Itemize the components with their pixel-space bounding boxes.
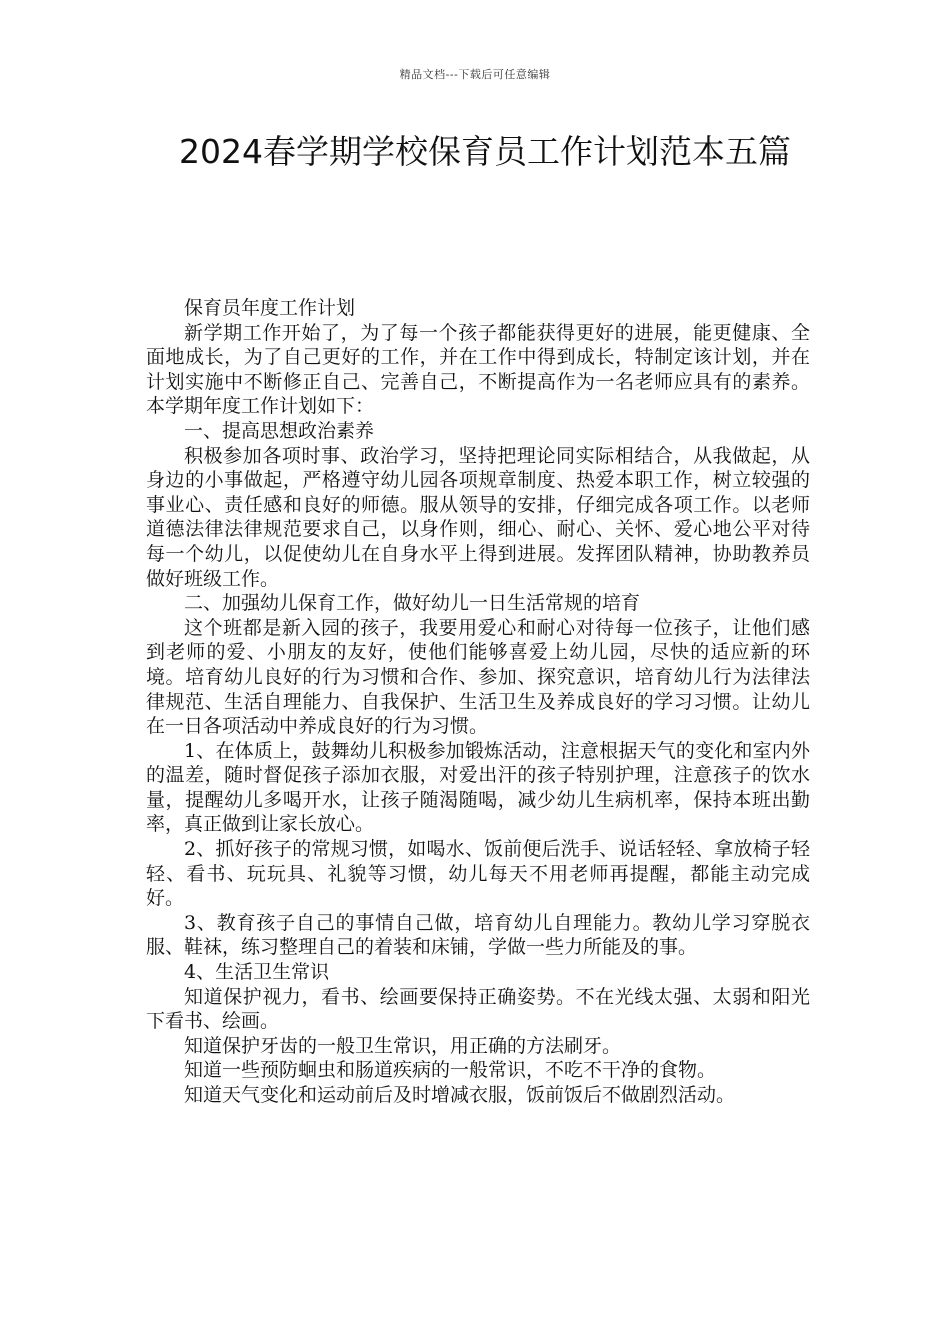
paragraph: 这个班都是新入园的孩子，我要用爱心和耐心对待每一位孩子，让他们感到老师的爱、小朋友的友好，使他们能够喜爱上幼儿园，尽快的适应新的环境。培育幼儿良好的行为习惯和合作、参加、探究意识，培育幼儿行为法律法律规范、生活自理能力、自我保护、生活卫生及养成良好的学习习惯。让幼儿在一日各项活动中养成良好的行为习惯。 [146,616,810,738]
document-title: 2024春学期学校保育员工作计划范本五篇 [179,132,791,171]
section-heading: 保育员年度工作计划 [184,297,356,319]
document-body [146,296,810,1108]
paragraph: 积极参加各项时事、政治学习，坚持把理论同实际相结合，从我做起，从身边的小事做起，严格遵守幼儿园各项规章制度、热爱本职工作，树立较强的事业心、责任感和良好的师德。服从领导的安排，仔细完成各项工作。以老师道德法律法律规范要求自己，以身作则，细心、耐心、关怀、爱心地公平对待每一个幼儿，以促使幼儿在自身水平上得到进展。发挥团队精神，协助教养员做好班级工作。 [146,444,810,590]
section-heading: 一、提高思想政治素养 [184,419,375,442]
paragraph: 1、在体质上，鼓舞幼儿积极参加锻炼活动，注意根据天气的变化和室内外的温差，随时督促孩子添加衣服，对爱出汗的孩子特别护理，注意孩子的饮水量，提醒幼儿多喝开水，让孩子随渴随喝，减少幼儿生病机率，保持本班出勤率，真正做到让家长放心。 [146,739,810,836]
section-heading: 4、生活卫生常识 [184,961,330,984]
paragraph: 知道保护视力，看书、绘画要保持正确姿势。不在光线太强、太弱和阳光下看书、绘画。 [146,985,810,1033]
paragraph: 2、抓好孩子的常规习惯，如喝水、饭前便后洗手、说话轻轻、拿放椅子轻轻、看书、玩玩具、礼貌等习惯，幼儿每天不用老师再提醒，都能主动完成好。 [146,838,810,910]
header-note: 精品文档---下载后可任意编辑 [399,68,551,81]
paragraph: 知道一些预防蛔虫和肠道疾病的一般常识，不吃不干净的食物。 [184,1059,717,1082]
paragraph: 知道天气变化和运动前后及时增减衣服，饭前饭后不做剧烈活动。 [184,1084,736,1106]
paragraph: 新学期工作开始了，为了每一个孩子都能获得更好的进展，能更健康、全面地成长，为了自己更好的工作，并在工作中得到成长，特制定该计划，并在计划实施中不断修正自己、完善自己，不断提高作为一名老师应具有的素养。本学期年度工作计划如下： [146,321,810,418]
paragraph: 3、教育孩子自己的事情自己做，培育幼儿自理能力。教幼儿学习穿脱衣服、鞋袜，练习整理自己的着装和床铺，学做一些力所能及的事。 [146,911,810,959]
paragraph: 知道保护牙齿的一般卫生常识，用正确的方法刷牙。 [184,1034,622,1057]
section-heading: 二、加强幼儿保育工作，做好幼儿一日生活常规的培育 [184,592,641,615]
